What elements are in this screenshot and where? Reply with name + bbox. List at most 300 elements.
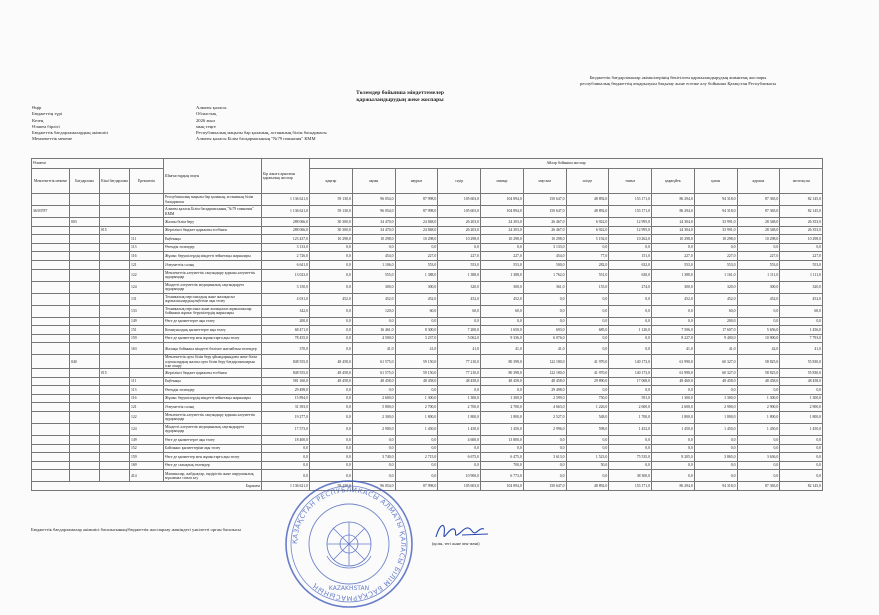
cell-month-value: 2 996,0 <box>523 423 566 435</box>
header-cell-spec: Ерекшелік <box>130 169 164 194</box>
cell-month-value: 96 054,0 <box>352 206 395 218</box>
header-cell-month: ақпан <box>352 169 395 194</box>
table-row <box>32 269 823 281</box>
cell-month-value: 0,0 <box>310 461 353 470</box>
cell-program <box>70 305 100 317</box>
cell-month-value: 9 400,0 <box>694 334 737 343</box>
cell-month-value: 598,0 <box>566 423 609 435</box>
cell-total: 1 136 621,0 <box>262 194 310 206</box>
cell-month-value: 3 740,0 <box>352 453 395 462</box>
cell-month-value: 0,0 <box>395 444 438 453</box>
cell-spec <box>130 226 164 235</box>
cell-month-value: 96 054,0 <box>352 482 395 491</box>
total-row <box>32 482 823 491</box>
cell-gu <box>32 235 70 244</box>
cell-gu <box>32 444 70 453</box>
cell-month-value: 227,0 <box>395 252 438 261</box>
cell-month-value: 0,0 <box>780 243 823 252</box>
cell-month-value: 2 715,0 <box>395 453 438 462</box>
cell-total: 1 136 621,0 <box>262 482 310 491</box>
cell-spec: 116 <box>130 394 164 403</box>
official-seal <box>283 478 415 610</box>
cell-name: Коммуналдық қызметтерге ақы төлеу <box>164 326 262 335</box>
cell-spec: 414 <box>130 470 164 482</box>
cell-month-value: 3 865,0 <box>694 453 737 462</box>
cell-month-value: 1 388,0 <box>481 269 524 281</box>
cell-gu <box>32 394 70 403</box>
cell-program <box>70 326 100 335</box>
cell-spec: 122 <box>130 411 164 423</box>
cell-month-value: 0,0 <box>566 435 609 444</box>
cell-subprogram <box>100 435 130 444</box>
cell-month-value: 500,0 <box>523 260 566 269</box>
cell-month-value: 1 450,0 <box>438 423 481 435</box>
cell-month-value: 0,0 <box>395 470 438 482</box>
meta-key: Бюджеттік бағдарламалардың әкімшісі <box>32 130 109 136</box>
cell-program <box>70 423 100 435</box>
cell-subprogram <box>100 252 130 261</box>
cell-month-value: 77 210,0 <box>438 368 481 377</box>
cell-month-value: 87 998,0 <box>395 194 438 206</box>
cell-month-value: 553,0 <box>481 260 524 269</box>
cell-program <box>70 444 100 453</box>
cell-month-value: 300,0 <box>352 281 395 293</box>
cell-month-value: 1 450,0 <box>481 423 524 435</box>
cell-month-value: 48 458,0 <box>395 377 438 386</box>
cell-month-value: 0,0 <box>438 243 481 252</box>
cell-spec: 111 <box>130 377 164 386</box>
cell-month-value: 41,0 <box>694 343 737 355</box>
cell-month-value: 0,0 <box>780 453 823 462</box>
cell-month-value: 0,0 <box>737 470 780 482</box>
cell-month-value: 10 298,0 <box>438 235 481 244</box>
cell-spec: 131 <box>130 293 164 305</box>
cell-program <box>70 403 100 412</box>
cell-month-value: 87 998,0 <box>395 482 438 491</box>
table-row <box>32 334 823 343</box>
cell-month-value: 87 365,0 <box>737 206 780 218</box>
cell-gu <box>32 226 70 235</box>
cell-month-value: 5 800,0 <box>352 403 395 412</box>
table-row <box>32 423 823 435</box>
cell-month-value: 41 970,0 <box>566 355 609 369</box>
cell-total: 123 437,0 <box>262 235 310 244</box>
cell-month-value: 48 892,0 <box>566 482 609 491</box>
cell-month-value: 0,0 <box>652 386 695 395</box>
cell-month-value: 7 200,0 <box>438 326 481 335</box>
cell-month-value: 227,0 <box>737 252 780 261</box>
cell-gu <box>32 317 70 326</box>
cell-month-value: 10 298,0 <box>694 235 737 244</box>
cell-subprogram <box>100 403 130 412</box>
cell-month-value: 1 452,0 <box>609 423 652 435</box>
cell-program <box>70 343 100 355</box>
cell-gu <box>32 377 70 386</box>
cell-month-value: 0,0 <box>352 317 395 326</box>
cell-name: Өзге де қызметтерге ақы төлеу <box>164 317 262 326</box>
header-cell-total: Бір жылға арналған қаржылық жоспар <box>262 159 310 194</box>
cell-subprogram <box>100 293 130 305</box>
cell-month-value: 0,0 <box>566 293 609 305</box>
cell-month-value: 61 575,0 <box>352 355 395 369</box>
cell-month-value: 0,0 <box>523 305 566 317</box>
cell-month-value: 41,0 <box>438 343 481 355</box>
cell-name: Жалпы білім беру <box>164 218 262 227</box>
header-cell-subprogram: Кіші бағдарлама <box>100 169 130 194</box>
cell-month-value: 10 298,0 <box>737 235 780 244</box>
cell-name: Өзге де қызметтерге ақы төлеу <box>164 435 262 444</box>
cell-month-value: 1 800,0 <box>438 411 481 423</box>
cell-month-value: 227,0 <box>780 252 823 261</box>
cell-month-value: 553,0 <box>694 260 737 269</box>
cell-month-value: 60 327,0 <box>694 355 737 369</box>
cell-name: Жалақы бойынша міндетті бөлімге жатпайтын төлемдер <box>164 343 262 355</box>
cell-month-value: 0,0 <box>395 461 438 470</box>
cell-month-value: 82 145,0 <box>780 194 823 206</box>
cell-month-value: 82 145,0 <box>780 206 823 218</box>
table-row <box>32 355 823 369</box>
cell-month-value: 6 922,0 <box>566 218 609 227</box>
cell-month-value: 55 830,0 <box>780 355 823 369</box>
cell-month-value: 0,0 <box>523 461 566 470</box>
cell-month-value: 104 894,0 <box>481 194 524 206</box>
cell-spec <box>130 368 164 377</box>
cell-program <box>70 453 100 462</box>
table-row <box>32 470 823 482</box>
cell-month-value: 0,0 <box>652 305 695 317</box>
cell-month-value: 0,0 <box>609 343 652 355</box>
cell-name: Техникалық персоналдың және жалақысыз жұмысшылардың еңбегіне ақы төлеу <box>164 293 262 305</box>
cell-month-value: 2 599,0 <box>523 394 566 403</box>
cell-subprogram <box>100 461 130 470</box>
cell-month-value: 227,0 <box>481 252 524 261</box>
cell-month-value: 10 298,0 <box>523 235 566 244</box>
cell-month-value: 59 130,0 <box>310 206 353 218</box>
cell-spec: 116 <box>130 252 164 261</box>
cell-month-value: 153 171,0 <box>609 194 652 206</box>
cell-gu <box>32 423 70 435</box>
cell-month-value: 59 150,0 <box>395 368 438 377</box>
cell-month-value: 0,0 <box>737 435 780 444</box>
cell-subprogram <box>100 355 130 369</box>
cell-month-value: 452,0 <box>352 293 395 305</box>
cell-program: 040 <box>70 355 100 369</box>
cell-program <box>70 470 100 482</box>
cell-month-value: 0,0 <box>438 461 481 470</box>
cell-total: 15 894,0 <box>262 394 310 403</box>
cell-month-value: 86 294,0 <box>652 482 695 491</box>
cell-month-value: 59 130,0 <box>310 194 353 206</box>
cell-month-value: 274,0 <box>609 281 652 293</box>
cell-name: Әлеуметтік салық <box>164 260 262 269</box>
cell-name: Мемлекеттік әлеуметтік сақтандыру қорына әлеуметтік аударымдар <box>164 269 262 281</box>
cell-month-value: 0,0 <box>352 444 395 453</box>
cell-spec: 159 <box>130 453 164 462</box>
cell-month-value: 0,0 <box>566 470 609 482</box>
cell-total: 13 023,0 <box>262 269 310 281</box>
cell-month-value: 3 613,0 <box>523 453 566 462</box>
cell-month-value: 0,0 <box>310 435 353 444</box>
cell-program <box>70 252 100 261</box>
cell-month-value: 48 458,0 <box>737 377 780 386</box>
cell-month-value: 1 456,0 <box>780 326 823 335</box>
cell-spec: 113 <box>130 386 164 395</box>
cell-gu <box>32 355 70 369</box>
cell-month-value: 0,0 <box>310 243 353 252</box>
header-cell-gu: Мемлекеттік мекеме <box>32 169 70 194</box>
cell-spec: 149 <box>130 435 164 444</box>
table-row <box>32 394 823 403</box>
cell-month-value: 105 603,0 <box>438 206 481 218</box>
cell-name: Жергілікті бюджет қаражаты есебінен <box>164 226 262 235</box>
cell-subprogram <box>100 423 130 435</box>
cell-month-value: 12 995,0 <box>609 226 652 235</box>
cell-month-value: 1 388,0 <box>395 269 438 281</box>
document-meta <box>32 105 396 143</box>
cell-month-value: 0,0 <box>694 461 737 470</box>
header-line-2: республикалық бюджеттің атқарылуын бақылау және есепке алу бойынша Қазақстан Республикасы <box>580 81 776 86</box>
table-row <box>32 194 823 206</box>
cell-gu <box>32 243 70 252</box>
cell-month-value: 2 700,0 <box>481 403 524 412</box>
cell-month-value: 1 161,0 <box>694 269 737 281</box>
cell-program <box>70 235 100 244</box>
cell-name: Байланыс қызметтеріне ақы төлеу <box>164 444 262 453</box>
document-title <box>300 90 500 104</box>
cell-month-value: 28 348,0 <box>737 218 780 227</box>
cell-name: Мемлекеттік орта білім беру ұйымдарындағы жеке білім алушылардың жалпы орта білім беру бағдарламаларын іске асыру <box>164 355 262 369</box>
cell-program <box>70 377 100 386</box>
cell-month-value: 26 467,0 <box>523 218 566 227</box>
cell-spec <box>130 355 164 369</box>
cell-month-value: 94 318,0 <box>694 206 737 218</box>
cell-month-value: 0,0 <box>523 435 566 444</box>
cell-month-value: 42,0 <box>737 343 780 355</box>
cell-month-value: 86 294,0 <box>652 206 695 218</box>
cell-name: Техникалық персонал және жалақысыз жұмысшылар бойынша жұмыс берушілердің жарналары <box>164 305 262 317</box>
table-row <box>32 368 823 377</box>
cell-month-value: 26 203,0 <box>438 226 481 235</box>
cell-month-value: 10 900,0 <box>737 334 780 343</box>
cell-month-value: 50,0 <box>566 461 609 470</box>
cell-month-value: 80 398,0 <box>481 368 524 377</box>
cell-month-value: 8 227,0 <box>652 334 695 343</box>
cell-month-value: 1 800,0 <box>737 411 780 423</box>
cell-month-value: 58 825,0 <box>737 368 780 377</box>
cell-subprogram <box>100 444 130 453</box>
cell-subprogram: 015 <box>100 226 130 235</box>
cell-month-value: 48 458,0 <box>438 377 481 386</box>
cell-month-value: 1 300,0 <box>694 394 737 403</box>
title-line-2: қаржыландырудың жеке жоспары <box>356 97 444 103</box>
cell-month-value: 8 300,0 <box>395 326 438 335</box>
cell-month-value: 1 762,0 <box>523 269 566 281</box>
cell-month-value: 1 300,0 <box>481 394 524 403</box>
cell-month-value: 17 068,0 <box>609 377 652 386</box>
cell-name: Еңбекақы <box>164 377 262 386</box>
cell-month-value: 17 607,0 <box>694 326 737 335</box>
cell-month-value: 0,0 <box>523 317 566 326</box>
cell-month-value: 2 527,0 <box>523 411 566 423</box>
cell-month-value: 0,0 <box>694 435 737 444</box>
cell-month-value: 4 663,0 <box>523 403 566 412</box>
cell-spec <box>130 206 164 218</box>
cell-month-value: 0,0 <box>652 243 695 252</box>
table-row <box>32 281 823 293</box>
cell-spec: 169 <box>130 461 164 470</box>
cell-program <box>70 435 100 444</box>
cell-total: 2 726,0 <box>262 252 310 261</box>
cell-month-value: 105 603,0 <box>438 482 481 491</box>
cell-subprogram <box>100 281 130 293</box>
cell-total: 200,0 <box>262 317 310 326</box>
cell-month-value: 48 892,0 <box>566 206 609 218</box>
cell-month-value: 104 894,0 <box>481 206 524 218</box>
cell-month-value: 551,0 <box>566 269 609 281</box>
cell-month-value: 150 647,0 <box>523 206 566 218</box>
header-cell-month: шілде <box>566 169 609 194</box>
table-row <box>32 403 823 412</box>
cell-subprogram <box>100 305 130 317</box>
cell-month-value: 60,0 <box>780 305 823 317</box>
cell-month-value: 140 173,0 <box>609 368 652 377</box>
cell-month-value: 120,0 <box>352 305 395 317</box>
cell-gu <box>32 194 70 206</box>
meta-value: Республикалық маңызы бар қаланың, астананың білім басқармасы <box>196 130 327 136</box>
cell-month-value: 2 600,0 <box>352 394 395 403</box>
cell-month-value: 48 458,0 <box>780 377 823 386</box>
cell-month-value: 41,0 <box>523 343 566 355</box>
cell-month-value: 1 650,0 <box>481 326 524 335</box>
cell-name: Өтемдік төлемдер <box>164 243 262 252</box>
cell-month-value: 140 173,0 <box>609 355 652 369</box>
cell-month-value: 361,0 <box>523 281 566 293</box>
cell-month-value: 0,0 <box>609 386 652 395</box>
cell-month-value: 300,0 <box>737 281 780 293</box>
cell-month-value: 150 647,0 <box>523 482 566 491</box>
cell-month-value: 0,0 <box>609 334 652 343</box>
cell-total: 0,0 <box>262 461 310 470</box>
cell-month-value: 200,0 <box>694 317 737 326</box>
cell-month-value: 0,0 <box>737 317 780 326</box>
cell-month-value: 1 300,0 <box>652 394 695 403</box>
cell-month-value: 10 900,0 <box>438 470 481 482</box>
cell-month-value: 60,0 <box>694 305 737 317</box>
cell-total: 78 455,0 <box>262 334 310 343</box>
cell-month-value: 104 894,0 <box>481 482 524 491</box>
cell-subprogram <box>100 377 130 386</box>
cell-month-value: 10 298,0 <box>352 235 395 244</box>
cell-month-value: 0,0 <box>737 243 780 252</box>
cell-month-value: 48 460,0 <box>652 377 695 386</box>
cell-month-value: 26 467,0 <box>523 226 566 235</box>
cell-month-value: 0,0 <box>310 343 353 355</box>
cell-month-value: 282,0 <box>566 260 609 269</box>
cell-gu <box>32 343 70 355</box>
cell-month-value: 0,0 <box>352 435 395 444</box>
cell-total: 342,0 <box>262 305 310 317</box>
cell-month-value: 0,0 <box>609 435 652 444</box>
cell-month-value: 0,0 <box>310 453 353 462</box>
cell-month-value: 454,0 <box>523 252 566 261</box>
cell-month-value: 24 848,0 <box>395 226 438 235</box>
cell-month-value: 24 303,0 <box>481 218 524 227</box>
table-row <box>32 260 823 269</box>
cell-month-value: 41,0 <box>352 343 395 355</box>
cell-month-value: 41,0 <box>481 343 524 355</box>
header-cell-month: тамыз <box>609 169 652 194</box>
cell-name: Өзге де қызметтер мен жұмыстарға ақы төлеу <box>164 334 262 343</box>
cell-month-value: 60,0 <box>438 305 481 317</box>
header-cell-program: Бағдарлама <box>70 169 100 194</box>
cell-month-value: 227,0 <box>438 252 481 261</box>
cell-month-value: 0,0 <box>310 334 353 343</box>
cell-name: Өзге де қызметтер мен жұмыстарға ақы төлеу <box>164 453 262 462</box>
cell-month-value: 0,0 <box>566 444 609 453</box>
cell-month-value: 59 150,0 <box>395 355 438 369</box>
cell-month-value: 1 388,0 <box>652 269 695 281</box>
cell-program <box>70 317 100 326</box>
cell-month-value: 30 300,0 <box>310 226 353 235</box>
cell-month-value: 0,0 <box>780 444 823 453</box>
cell-month-value: 1 388,0 <box>438 269 481 281</box>
cell-spec: 124 <box>130 281 164 293</box>
meta-value: Алматы қаласы Білім басқармасының "№79 гимназия" КММ <box>196 136 316 142</box>
cell-spec: 121 <box>130 403 164 412</box>
cell-month-value: 0,0 <box>694 470 737 482</box>
cell-name: Міндетті әлеуметтік медициналық сақтандыруға аударымдар <box>164 281 262 293</box>
cell-total: 19 277,0 <box>262 411 310 423</box>
cell-gu <box>32 326 70 335</box>
cell-total: 288 066,0 <box>262 226 310 235</box>
cell-month-value: 59 130,0 <box>310 482 353 491</box>
cell-subprogram <box>100 470 130 482</box>
cell-spec: 113 <box>130 243 164 252</box>
cell-subprogram <box>100 386 130 395</box>
cell-name: Әлеуметтік салық <box>164 403 262 412</box>
cell-month-value: 548,0 <box>566 411 609 423</box>
header-cell-months: Айлар бойынша жоспар <box>310 159 823 169</box>
cell-month-value: 41,0 <box>780 343 823 355</box>
cell-month-value: 454,0 <box>352 252 395 261</box>
cell-month-value: 26 203,0 <box>438 218 481 227</box>
cell-month-value: 94 318,0 <box>694 482 737 491</box>
cell-total: 4 031,0 <box>262 293 310 305</box>
title-line-1: Төлемдер бойынша міндеттемелер <box>356 90 444 96</box>
cell-gu <box>32 368 70 377</box>
cell-subprogram <box>100 269 130 281</box>
table-row <box>32 235 823 244</box>
cell-gu <box>32 453 70 462</box>
cell-month-value: 87 365,0 <box>737 194 780 206</box>
cell-month-value: 41,0 <box>652 343 695 355</box>
cell-month-value: 2 300,0 <box>352 411 395 423</box>
meta-value: мың теңге <box>196 123 216 129</box>
cell-program <box>70 411 100 423</box>
cell-month-value: 2 900,0 <box>352 423 395 435</box>
cell-month-value: 58 825,0 <box>737 355 780 369</box>
cell-month-value: 12 995,0 <box>609 218 652 227</box>
cell-subprogram <box>100 317 130 326</box>
cell-gu <box>32 461 70 470</box>
cell-total: 0,0 <box>262 444 310 453</box>
cell-month-value: 151,0 <box>609 252 652 261</box>
cell-spec: 111 <box>130 235 164 244</box>
cell-total: 848 555,0 <box>262 355 310 369</box>
cell-month-value: 0,0 <box>310 470 353 482</box>
cell-gu <box>32 218 70 227</box>
cell-month-value: 630,0 <box>609 269 652 281</box>
